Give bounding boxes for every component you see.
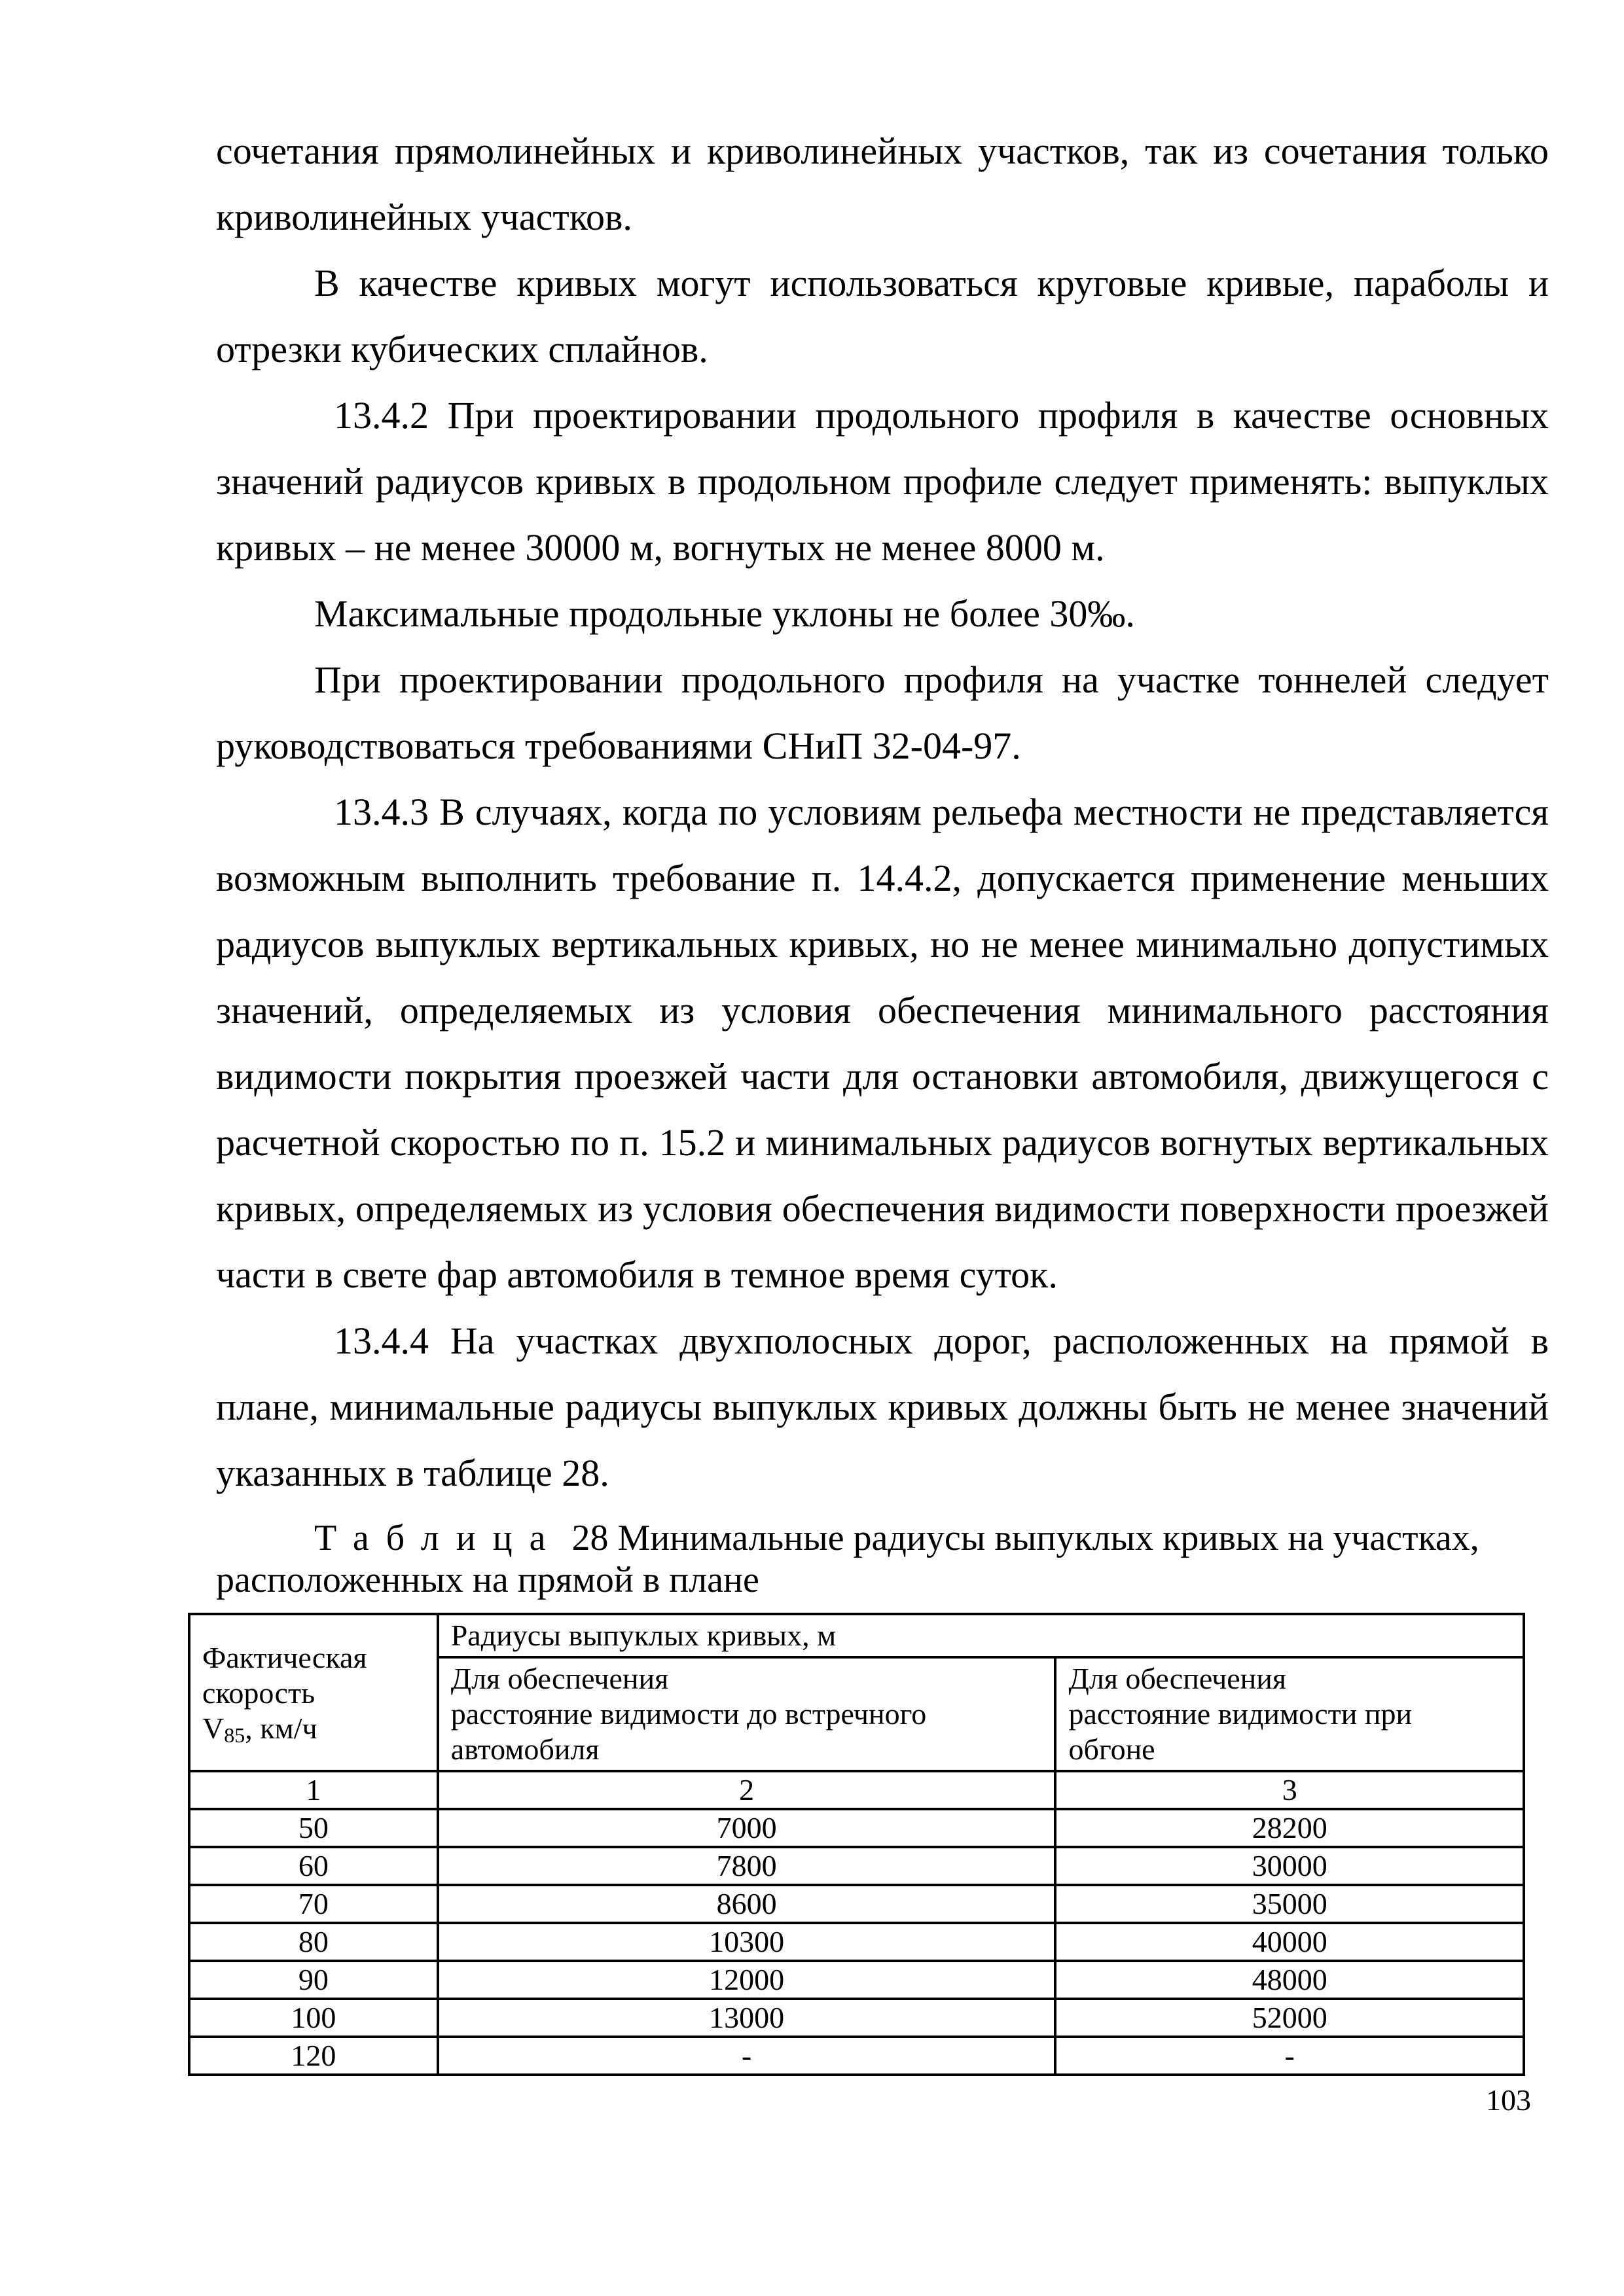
table-row [189,1999,1524,2037]
table-caption [216,1517,1549,1601]
body-text [216,118,1549,1506]
header-radii: Радиусы выпуклых кривых, м [438,1614,1524,1657]
radii-table [188,1613,1525,2076]
paragraph: сочетания прямолинейных и криволинейных участков, так из сочетания только криволинейных участков. [216,130,1549,238]
table-row [189,1961,1524,1999]
table-cell: 52000 [1055,1999,1524,2037]
table-cell: 7000 [438,1809,1056,1847]
caption-title-line2: расположенных на прямой в плане [216,1560,759,1600]
paragraph: При проектировании продольного профиля на участке тоннелей следует руководствоваться требованиями СНиП 32-04-97. [216,658,1549,767]
column-number-row [189,1771,1524,1809]
table-cell: 35000 [1055,1885,1524,1923]
table-cell: 12000 [438,1961,1056,1999]
table-cell: 120 [189,2037,438,2075]
table-cell: 10300 [438,1923,1056,1961]
table-row [189,1809,1524,1847]
table-cell: - [1055,2037,1524,2075]
table-cell: 90 [189,1961,438,1999]
table-cell: 3 [1055,1771,1524,1809]
table-cell: 28200 [1055,1809,1524,1847]
table-cell: 13000 [438,1999,1056,2037]
table-row [189,1923,1524,1961]
caption-word: Таблица [314,1518,563,1558]
header-col2: Для обеспечения расстояние видимости до встречного автомобиля [438,1657,1056,1771]
table-cell: 80 [189,1923,438,1961]
table-row [189,1847,1524,1885]
header-speed: Фактическая скорость $V_{85}$, км/ч [189,1614,438,1771]
table-row [189,2037,1524,2075]
page-number: 103 [1486,2083,1531,2117]
table-header-row [189,1614,1524,1657]
table-cell: 100 [189,1999,438,2037]
caption-title: 28 Минимальные радиусы выпуклых кривых на участках, [562,1518,1479,1558]
paragraph: 13.4.4 На участках двухполосных дорог, расположенных на прямой в плане, минимальные радиусы выпуклых кривых должны быть не менее значений указанных в таблице 28. [216,1319,1549,1494]
table-cell: 7800 [438,1847,1056,1885]
table-cell: - [438,2037,1056,2075]
header-col3: Для обеспечения расстояние видимости при обгоне [1055,1657,1524,1771]
table-cell: 40000 [1055,1923,1524,1961]
table-row [189,1885,1524,1923]
paragraph: В качестве кривых могут использоваться круговые кривые, параболы и отрезки кубических сплайнов. [216,262,1549,370]
paragraph: 13.4.3 В случаях, когда по условиям рельефа местности не представляется возможным выполнить требование п. 14.4.2, допускается применение меньших радиусов выпуклых вертикальных кривых, но не менее минимально допустимых значений, определяемых из условия обеспечения минимального расстояния видимости покрытия проезжей части для остановки автомобиля, движущегося с расчетной скоростью по п. 15.2 и минимальных радиусов вогнутых вертикальных кривых, определяемых из условия обеспечения видимости поверхности проезжей части в свете фар автомобиля в темное время суток. [216,791,1549,1296]
table-cell: 70 [189,1885,438,1923]
paragraph: Максимальные продольные уклоны не более 30‰. [314,592,1135,635]
table-cell: 50 [189,1809,438,1847]
paragraph: 13.4.2 При проектировании продольного профиля в качестве основных значений радиусов кривых в продольном профиле следует применять: выпуклых кривых – не менее 30000 м, вогнутых не менее 8000 м. [216,394,1549,569]
table-cell: 2 [438,1771,1056,1809]
table-cell: 60 [189,1847,438,1885]
table-cell: 30000 [1055,1847,1524,1885]
table-cell: 1 [189,1771,438,1809]
table-cell: 48000 [1055,1961,1524,1999]
table-cell: 8600 [438,1885,1056,1923]
